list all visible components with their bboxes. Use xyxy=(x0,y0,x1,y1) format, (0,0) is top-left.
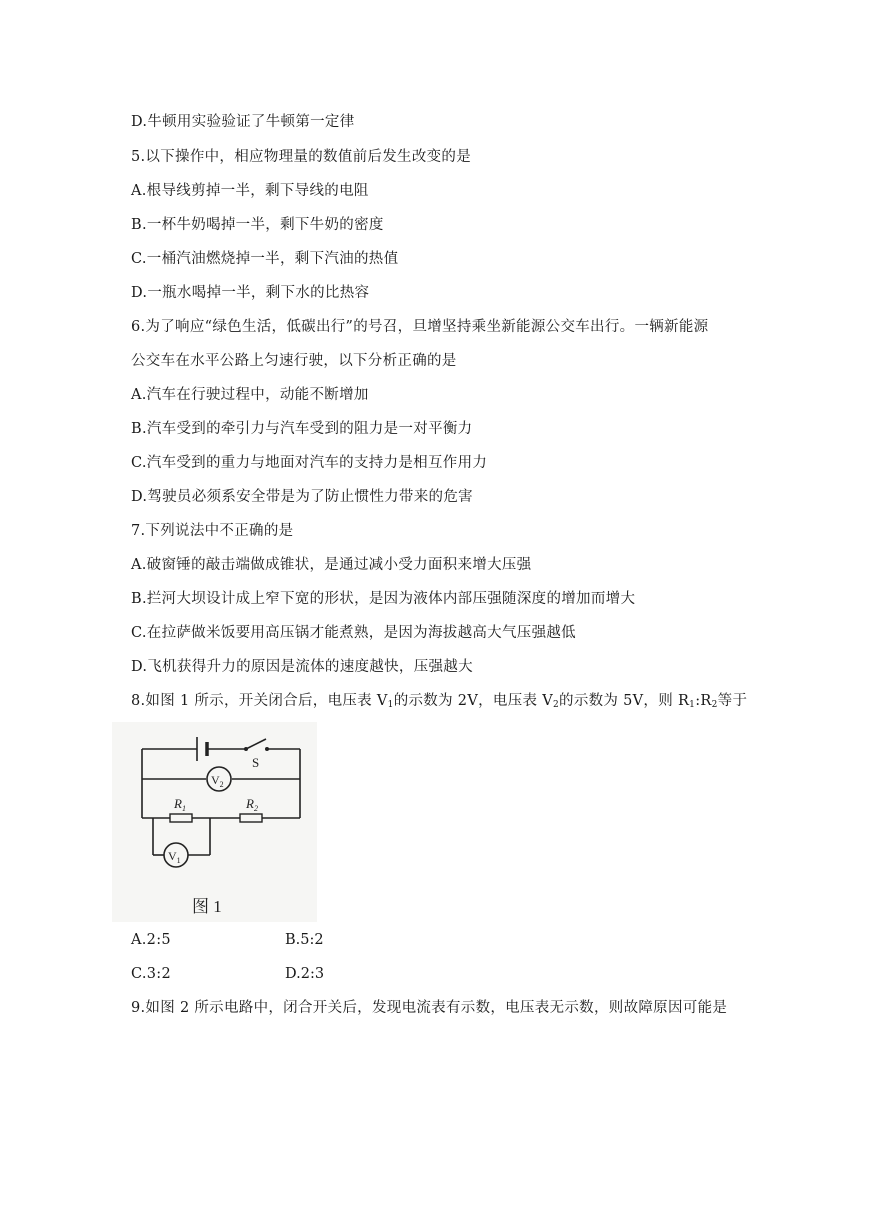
r1-letter: R xyxy=(174,796,182,811)
q8-sub-v2: 2 xyxy=(553,700,560,710)
q8-stem-b: 的示数为 2V，电压表 V xyxy=(393,693,553,709)
q8-stem-a: 8.如图 1 所示，开关闭合后，电压表 V xyxy=(131,693,388,709)
r2-letter: R xyxy=(246,796,254,811)
r2-subscript: 2 xyxy=(253,804,258,813)
v2-subscript: 2 xyxy=(219,780,224,789)
circuit-diagram xyxy=(112,722,317,922)
q8-option-a: A.2:5 xyxy=(131,932,171,948)
q6-stem-line1: 6.为了响应“绿色生活，低碳出行”的号召，旦增坚持乘坐新能源公交车出行。一辆新能源 xyxy=(131,319,709,335)
switch-label: S xyxy=(252,755,260,770)
q5-stem: 5.以下操作中，相应物理量的数值前后发生改变的是 xyxy=(131,149,472,165)
q6-option-c: C.汽车受到的重力与地面对汽车的支持力是相互作用力 xyxy=(131,455,488,471)
figure-caption: 图 1 xyxy=(192,897,222,916)
q8-stem xyxy=(131,691,747,715)
q6-option-a: A.汽车在行驶过程中，动能不断增加 xyxy=(131,387,369,403)
q5-option-c: C.一桶汽油燃烧掉一半，剩下汽油的热值 xyxy=(131,251,399,267)
q7-option-b: B.拦河大坝设计成上窄下宽的形状，是因为液体内部压强随深度的增加而增大 xyxy=(131,591,636,607)
r1-subscript: 1 xyxy=(181,804,186,813)
q4-option-d: D.牛顿用实验验证了牛顿第一定律 xyxy=(131,114,355,130)
q6-option-d: D.驾驶员必须系安全带是为了防止惯性力带来的危害 xyxy=(131,489,473,505)
q8-sub-v1: 1 xyxy=(387,700,394,710)
q9-stem: 9.如图 2 所示电路中，闭合开关后，发现电流表有示数，电压表无示数，则故障原因可能是 xyxy=(131,1000,728,1016)
q7-option-a: A.破窗锤的敲击端做成锥状，是通过减小受力面积来增大压强 xyxy=(131,557,532,573)
resistor-r1 xyxy=(170,814,192,822)
q8-sub-r1: 1 xyxy=(689,700,696,710)
q5-option-b: B.一杯牛奶喝掉一半，剩下牛奶的密度 xyxy=(131,217,384,233)
q5-option-a: A.根导线剪掉一半，剩下导线的电阻 xyxy=(131,183,369,199)
q7-option-d: D.飞机获得升力的原因是流体的速度越快，压强越大 xyxy=(131,659,473,675)
q7-stem: 7.下列说法中不正确的是 xyxy=(131,523,294,539)
q8-stem-c: 的示数为 5V，则 R xyxy=(559,693,690,709)
q5-option-d: D.一瓶水喝掉一半，剩下水的比热容 xyxy=(131,285,370,301)
q8-stem-e: 等于 xyxy=(717,693,748,709)
q8-stem-d: :R xyxy=(695,693,712,709)
v2-letter: V xyxy=(211,773,220,787)
q7-option-c: C.在拉萨做米饭要用高压锅才能煮熟，是因为海拔越高大气压强越低 xyxy=(131,625,576,641)
q8-option-c: C.3:2 xyxy=(131,966,172,982)
q6-stem-line2: 公交车在水平公路上匀速行驶，以下分析正确的是 xyxy=(131,353,457,369)
q8-option-b: B.5:2 xyxy=(285,932,324,948)
v1-subscript: 1 xyxy=(176,856,181,865)
q8-option-d: D.2:3 xyxy=(285,966,325,982)
circuit-figure-1 xyxy=(112,722,317,922)
switch-contact xyxy=(265,747,269,751)
q8-sub-r2: 2 xyxy=(711,700,718,710)
v1-letter: V xyxy=(168,849,177,863)
resistor-r2 xyxy=(240,814,262,822)
switch-pivot xyxy=(244,747,248,751)
q6-option-b: B.汽车受到的牵引力与汽车受到的阻力是一对平衡力 xyxy=(131,421,473,437)
